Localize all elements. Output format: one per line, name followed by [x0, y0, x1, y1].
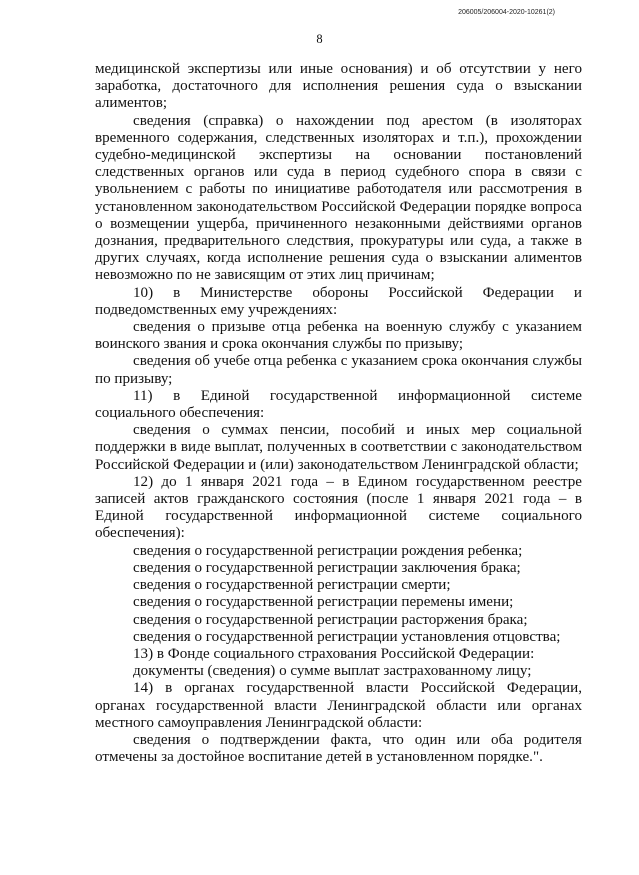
list-item-13: 13) в Фонде социального страхования Российской Федерации:	[133, 645, 535, 662]
list-item-10: 10) в Министерстве обороны Российской Федерации и подведомственных ему учреждениях:	[95, 284, 582, 318]
paragraph: документы (сведения) о сумме выплат застрахованному лицу;	[133, 663, 532, 680]
list-item-14: 14) в органах государственной власти Российской Федерации, органах государственной власти Ленинградской области или органах местного самоуправления Ленинградской области:	[95, 680, 582, 731]
paragraph: сведения о призыве отца ребенка на военную службу с указанием воинского звания и срока окончания службы по призыву;	[95, 319, 582, 353]
list-item-11: 11) в Единой государственной информационной системе социального обеспечения:	[95, 387, 582, 422]
paragraph: сведения о государственной регистрации перемены имени;	[133, 594, 514, 611]
paragraph: сведения о государственной регистрации смерти;	[133, 577, 451, 594]
document-id: 206005/206004-2020-10261(2)	[458, 9, 555, 16]
paragraph: сведения (справка) о нахождении под арестом (в изоляторах временного содержания, следственных изоляторах и т.п.), прохождении судебно-медицинской экспертизы на основании постановлений следственных органов или суда в период судебного спора в связи с увольнением с работы по инициативе работодателя или рассмотрения в установленном законодательством Российской Федерации порядке вопроса о возмещении ущерба, причиненного незаконными действиями органов дознания, предварительного следствия, прокуратуры или суда, а также в других случаях, когда исполнение решения суда о взыскании алиментов невозможно по не зависящим от этих лиц причинам;	[95, 112, 582, 284]
list-item-12: 12) до 1 января 2021 года – в Едином государственном реестре записей актов гражданского состояния (после 1 января 2021 года – в Единой государственной информационной системе социального обеспечения):	[95, 473, 582, 542]
paragraph: сведения о государственной регистрации расторжения брака;	[133, 611, 528, 628]
paragraph: сведения о суммах пенсии, пособий и иных мер социальной поддержки в виде выплат, полученных в соответствии с законодательством Российской Федерации и (или) законодательством Ленинградской области;	[95, 422, 582, 473]
paragraph: сведения об учебе отца ребенка с указанием срока окончания службы по призыву;	[95, 353, 582, 387]
paragraph: медицинской экспертизы или иные основания) и об отсутствии у него заработка, достаточного для исполнения решения суда о взыскании алиментов;	[95, 61, 582, 112]
paragraph: сведения о государственной регистрации заключения брака;	[133, 559, 521, 576]
page-number: 8	[316, 32, 323, 46]
document-body	[95, 61, 582, 766]
paragraph: сведения о государственной регистрации установления отцовства;	[133, 628, 561, 645]
paragraph: сведения о государственной регистрации рождения ребенка;	[133, 542, 523, 559]
paragraph: сведения о подтверждении факта, что один или оба родителя отмечены за достойное воспитание детей в установленном порядке.".	[95, 731, 582, 766]
